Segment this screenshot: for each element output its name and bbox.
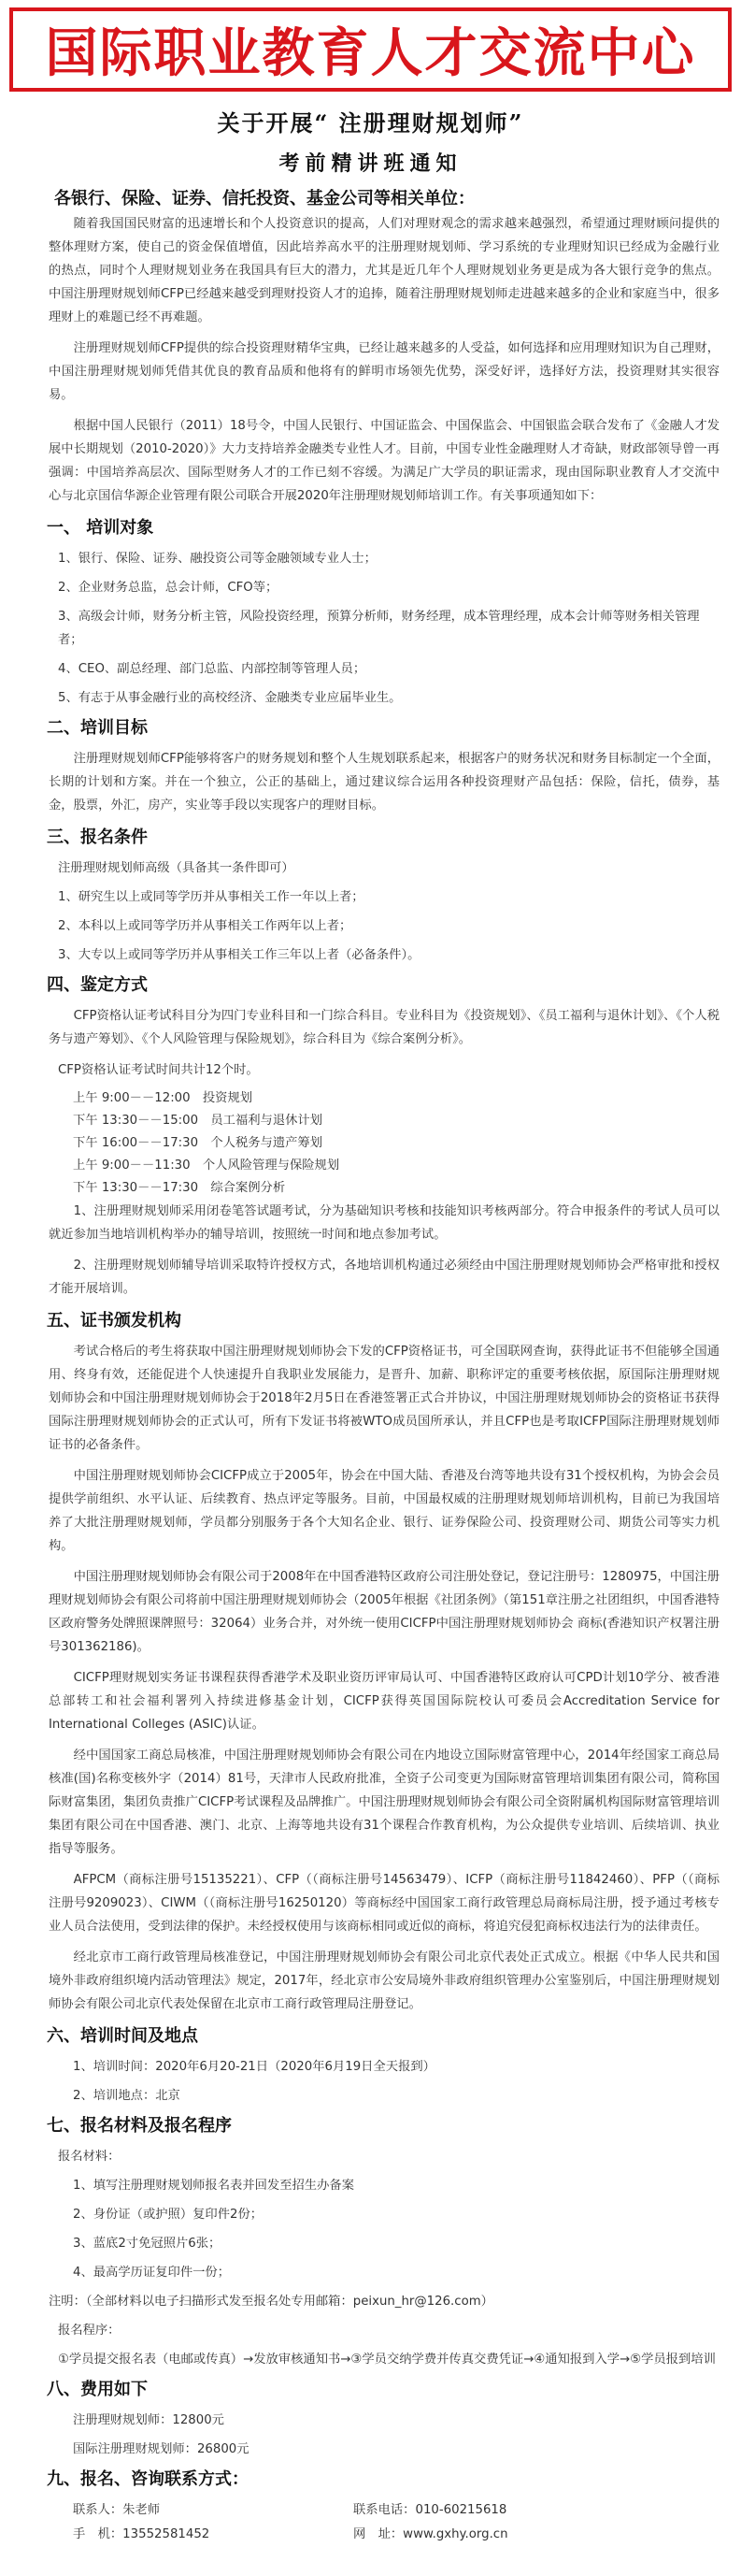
list-item: 2、培训地点：北京 [73,2089,180,2103]
section-heading: 二、培训目标 [47,718,148,738]
section-intro: 注册理财规划师高级（具备其一条件即可） [58,861,294,875]
section-heading: 七、报名材料及报名程序 [47,2116,232,2136]
list-item: 3、高级会计师，财务分析主管，风险投资经理，预算分析师，财务经理，成本管理经理，成本会计师等财务相关管理者； [58,610,700,647]
list-item: 3、蓝底2寸免冠照片6张； [73,2237,221,2251]
salutation: 各银行、保险、证券、信托投资、基金公司等相关单位： [54,189,475,209]
notice-title: 关于开展“ 注册理财规划师” [217,109,524,137]
section-heading: 六、培训时间及地点 [47,2026,198,2046]
section-paragraph: 注册理财规划师CFP能够将客户的财务规划和整个人生规划联系起来，根据客户的财务状况和财务目标制定一个全面，长期的计划和方案。并在一个独立，公正的基础上，通过建议综合运用各种投资理财产品包括：保险，信托，债券，基金，股票，外汇，房产，实业等手段以实现客户的理财目标。 [49,752,720,813]
schedule-row: 上午 9:00－－12:00 投资规划 [73,1091,253,1105]
section-paragraph: CICFP理财规划实务证书课程获得香港学术及职业资历评审局认可、中国香港特区政府认可CPD计划10学分、被香港总部转工和社会福利署列入持续进修基金计划，CICFP获得英国国际院校认可委员会Accreditation Service for International Colleges (ASIC)认证。 [49,1671,720,1732]
section-heading: 九、报名、咨询联系方式： [47,2469,249,2489]
section-heading: 八、费用如下 [47,2380,148,2399]
intro-paragraph: 随着我国国民财富的迅速增长和个人投资意识的提高，人们对理财观念的需求越来越强烈，希望通过理财顾问提供的整体理财方案，使自己的资金保值增值，因此培养高水平的注册理财规划师、学习系统的专业理财知识已经成为金融行业的热点，同时个人理财规划业务在我国具有巨大的潜力，尤其是近几年个人理财规划业务更是成为各大银行竞争的焦点。中国注册理财规划师CFP已经越来越受到理财投资人才的追捧，随着注册理财规划师走进越来越多的企业和家庭当中，很多理财上的难题已经不再难题。 [49,217,720,324]
section-paragraph: 2、注册理财规划师辅导培训采取特许授权方式，各地培训机构通过必须经由中国注册理财规划师协会严格审批和授权才能开展培训。 [49,1259,720,1296]
section-paragraph: CFP资格认证考试科目分为四门专业科目和一门综合科目。专业科目为《投资规划》、《员工福利与退休计划》、《个人税务与遗产筹划》、《个人风险管理与保险规划》，综合科目为《综合案例分析》。 [49,1009,720,1046]
list-item: 1、银行、保险、证券、融投资公司等金融领域专业人士； [58,552,377,566]
list-item: 1、培训时间：2020年6月20-21日（2020年6月19日全天报到） [73,2060,435,2074]
section-paragraph: AFPCM（商标注册号15135221）、CFP（（商标注册号14563479）、ICFP（商标注册号11842460）、PFP（（商标注册号9209023）、CIWM（（商标注册号16250120）等商标经中国国家工商行政管理总局商标局注册，授予通过考核专业人员合法使用，受到法律的保护。未经授权使用与该商标相同或近似的商标，将追究侵犯商标权违法行为的法律责任。 [49,1873,720,1934]
schedule-row: 下午 13:30－－17:30 综合案例分析 [73,1181,286,1195]
materials-note: 注明：（全部材料以电子扫描形式发至报名处专用邮箱：peixun_hr@126.com） [49,2295,493,2309]
list-item: 2、企业财务总监，总会计师，CFO等； [58,581,278,595]
intro-paragraph: 注册理财规划师CFP提供的综合投资理财精华宝典，已经让越来越多的人受益，如何选择和应用理财知识为自己理财，中国注册理财规划师凭借其优良的教育品质和他将有的鲜明市场领先优势，深受好评，选择好方法，投资理财其实很容易。 [49,341,720,402]
contact-phone: 联系电话：010-60215618 [353,2503,507,2517]
list-item: 5、有志于从事金融行业的高校经济、金融类专业应届毕业生。 [58,691,402,705]
schedule-row: 下午 16:00－－17:30 个人税务与遗产筹划 [73,1136,323,1150]
intro-paragraph: 根据中国人民银行（2011）18号令，中国人民银行、中国证监会、中国保监会、中国银监会联合发布了《金融人才发展中长期规划（2010-2020）》大力支持培养金融类专业性人才。目前，中国专业性金融理财人才奇缺，财政部领导曾一再强调：中国培养高层次、国际型财务人才的工作已刻不容缓。为满足广大学员的职证需求，现由国际职业教育人才交流中心与北京国信华源企业管理有限公司联合开展2020年注册理财规划师培训工作。有关事项通知如下： [49,419,720,503]
notice-subtitle: 考前精讲班通知 [278,151,463,176]
list-item: 2、身份证（或护照）复印件2份； [73,2208,264,2222]
section-heading: 三、报名条件 [47,827,148,847]
list-item: 1、填写注册理财规划师报名表并回发至招生办备案 [73,2179,354,2193]
contact-website: 网 址：www.gxhy.org.cn [353,2527,508,2541]
schedule-row: 下午 13:30－－15:00 员工福利与退休计划 [73,1114,323,1128]
section-paragraph: 中国注册理财规划师协会有限公司于2008年在中国香港特区政府公司注册处登记，登记注册号：1280975，中国注册理财规划师协会有限公司将前中国注册理财规划师协会（2005年根据《社团条例》（第151章注册之社团组织，中国香港特区政府警务处牌照课牌照号：32064）业务合并，对外统一使用CICFP中国注册理财规划师协会 商标(香港知识产权署注册号301362186)。 [49,1570,720,1654]
section-paragraph: 考试合格后的考生将获取中国注册理财规划师协会下发的CFP资格证书，可全国联网查询，获得此证书不但能够全国通用、终身有效，还能促进个人快速提升自我职业发展能力，是晋升、加薪、职称评定的重要考核依据，原国际注册理财规划师协会和中国注册理财规划师协会于2018年2月5日在香港签署正式合并协议，中国注册理财规划师协会的资格证书获得国际注册理财规划师协会的正式认可，所有下发证书将被WTO成员国所承认，并且CFP也是考取ICFP国际注册理财规划师证书的必备条件。 [49,1345,720,1452]
list-item: 4、最高学历证复印件一份； [73,2266,231,2280]
section-heading: 一、 培训对象 [47,518,154,538]
list-item: 3、大专以上或同等学历并从事相关工作三年以上者（必备条件）。 [58,948,420,962]
process-steps: ①学员提交报名表（电邮或传真）→发放审核通知书→③学员交纳学费并传真交费凭证→④通知报到入学→⑤学员报到培训 [58,2353,716,2367]
section-paragraph: 经北京市工商行政管理局核准登记，中国注册理财规划师协会有限公司北京代表处正式成立。根据《中华人民共和国境外非政府组织境内活动管理法》规定，2017年，经北京市公安局境外非政府组织管理办公室鉴别后，中国注册理财规划师协会有限公司北京代表处保留在北京市工商行政管理局注册登记。 [49,1950,720,2011]
notice-body [49,212,720,2547]
section-paragraph: 1、注册理财规划师采用闭卷笔答试题考试，分为基础知识考核和技能知识考核两部分。符合申报条件的考试人员可以就近参加当地培训机构举办的辅导培训，按照统一时间和地点参加考试。 [49,1204,720,1242]
section-heading: 四、鉴定方式 [47,975,148,995]
materials-label: 报名材料： [58,2150,121,2164]
exam-time-intro: CFP资格认证考试时间共计12个时。 [58,1063,259,1077]
schedule-row: 上午 9:00－－11:30 个人风险管理与保险规划 [73,1158,340,1173]
contact-person: 联系人：朱老师 [73,2503,161,2517]
fee-item: 国际注册理财规划师：26800元 [73,2442,249,2456]
fee-item: 注册理财规划师：12800元 [73,2413,224,2427]
list-item: 1、研究生以上或同等学历并从事相关工作一年以上者； [58,890,364,904]
list-item: 2、本科以上或同等学历并从事相关工作两年以上者； [58,919,352,933]
contact-row [49,2523,720,2547]
process-label: 报名程序： [58,2324,121,2338]
org-banner [9,7,732,92]
banner-title: 国际职业教育人才交流中心 [45,22,696,84]
contact-mobile: 手 机：13552581452 [73,2527,210,2541]
contact-row [49,2498,720,2523]
section-paragraph: 中国注册理财规划师协会CICFP成立于2005年，协会在中国大陆、香港及台湾等地共设有31个授权机构，为协会会员提供学前组织、水平认证、后续教育、热点评定等服务。目前，中国最权威的注册理财规划师培训机构，目前已为我国培养了大批注册理财规划师，学员都分别服务于各个大知名企业、银行、证券保险公司、投资理财公司、期货公司等实力机构。 [49,1469,720,1553]
list-item: 4、CEO、副总经理、部门总监、内部控制等管理人员； [58,662,366,676]
section-paragraph: 经中国国家工商总局核准，中国注册理财规划师协会有限公司在内地设立国际财富管理中心，2014年经国家工商总局核准(国)名称变核外字（2014）81号，天津市人民政府批准，全资子公司变更为国际财富管理培训集团有限公司，简称国际财富集团，集团负责推广CICFP考试课程及品牌推广。中国注册理财规划师协会有限公司全资附属机构国际财富管理培训集团有限公司在中国香港、澳门、北京、上海等地共设有31个课程合作教育机构，为公众提供专业培训、后续培训、执业指导等服务。 [49,1749,720,1856]
section-heading: 五、证书颁发机构 [47,1311,181,1331]
